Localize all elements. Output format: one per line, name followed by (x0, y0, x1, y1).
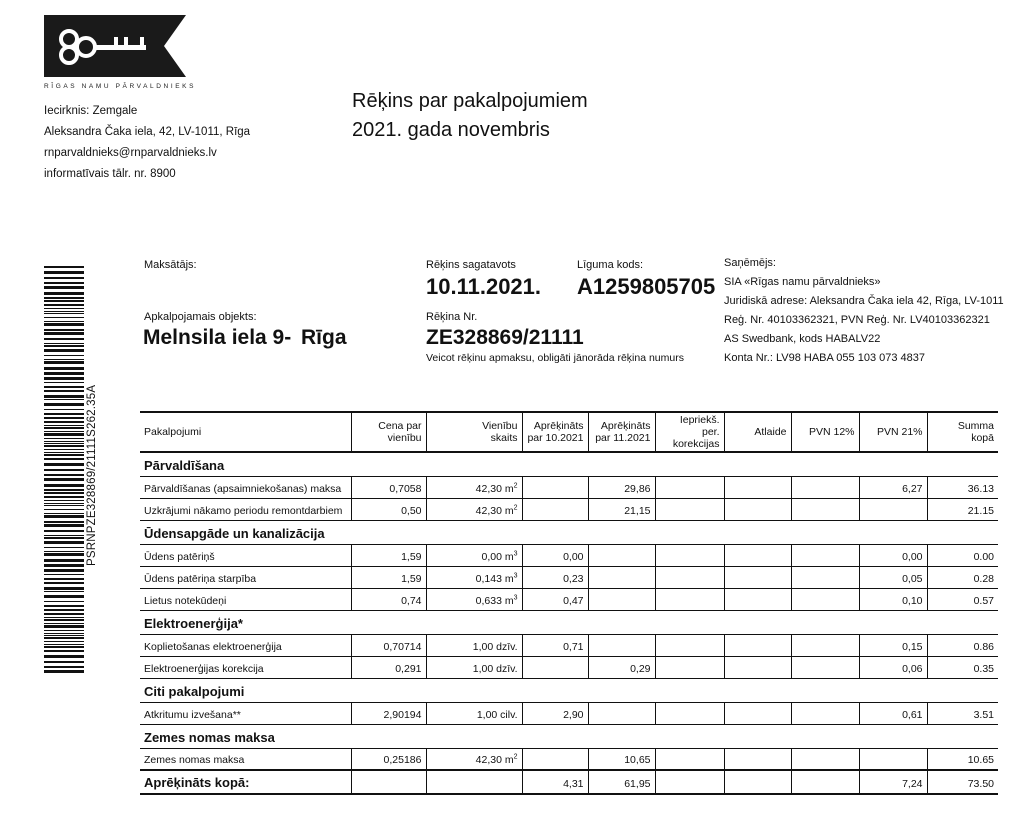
cell-units (426, 770, 522, 794)
barcode-bar (44, 595, 84, 598)
barcode-bar (44, 321, 84, 322)
table-row (140, 544, 998, 566)
cell-vat12 (791, 476, 859, 498)
table-row (140, 566, 998, 588)
service-name: Zemes nomas maksa (140, 748, 351, 770)
barcode-bar (44, 463, 84, 466)
barcode-bar (44, 443, 84, 444)
barcode-bar (44, 271, 84, 274)
total-row (140, 770, 998, 794)
barcode-bar (44, 574, 84, 575)
col-header-units: Vienību skaits (426, 412, 522, 452)
barcode-bar (44, 438, 84, 439)
cell-vat21: 0,10 (859, 588, 927, 610)
cell-price: 0,74 (351, 588, 426, 610)
cell-calc-prev: 0,47 (522, 588, 588, 610)
service-name: Uzkrājumi nākamo periodu remontdarbiem (140, 498, 351, 520)
object-street: Melnsila iela 9- (143, 326, 292, 349)
cell-units: 42,30 $m^2$ (426, 748, 522, 770)
services-table-wrapper (140, 411, 998, 795)
barcode-bar (44, 633, 84, 634)
barcode-bar (44, 521, 84, 523)
cell-calc-cur (588, 588, 655, 610)
total-label: Aprēķināts kopā: (140, 770, 351, 794)
col-header-prev-corr: Iepriekš. per. korekcijas (655, 412, 724, 452)
cell-prev-corr (655, 588, 724, 610)
cell-sum: 0.00 (927, 544, 998, 566)
cell-units: 1,00 dzīv. (426, 656, 522, 678)
recipient-reg: Reģ. Nr. 40103362321, PVN Reģ. Nr. LV40103362321 (724, 314, 990, 326)
cell-vat21: 0,00 (859, 544, 927, 566)
barcode-bar (44, 431, 84, 432)
barcode-bar (44, 449, 84, 450)
cell-discount (724, 566, 791, 588)
total-calc-prev: 4,31 (522, 770, 588, 794)
barcode-bar (44, 433, 84, 436)
cell-discount (724, 588, 791, 610)
barcode-bar (44, 311, 84, 312)
cell-units: 1,00 cilv. (426, 702, 522, 724)
cell-vat21: 6,27 (859, 476, 927, 498)
barcode-bar (44, 630, 84, 631)
invoice-number-note: Veicot rēķinu apmaksu, obligāti jānorāda rēķina numurs (426, 352, 684, 364)
barcode-bar (44, 338, 84, 340)
section-header-row (140, 724, 998, 748)
barcode-bar (44, 286, 84, 289)
recipient-account: Konta Nr.: LV98 HABA 055 103 073 4837 (724, 352, 926, 364)
col-header-service: Pakalpojumi (140, 412, 351, 452)
barcode-bar (44, 266, 84, 268)
barcode-bar (44, 308, 84, 309)
barcode-bar (44, 509, 84, 510)
cell-price: 0,50 (351, 498, 426, 520)
barcode-bar (44, 505, 84, 506)
barcode-bar (44, 601, 84, 602)
section-title: Ūdensapgāde un kanalizācija (140, 520, 998, 544)
barcode-bar (44, 277, 84, 279)
cell-discount (724, 748, 791, 770)
barcode-bar (44, 535, 84, 536)
cell-calc-cur (588, 634, 655, 656)
cell-sum: 0.35 (927, 656, 998, 678)
cell-vat21: 0,06 (859, 656, 927, 678)
barcode-bar (44, 646, 84, 648)
barcode-bar (44, 496, 84, 498)
cell-vat12 (791, 566, 859, 588)
barcode-bar (44, 578, 84, 580)
barcode-bar (44, 454, 84, 456)
barcode-bar (44, 541, 84, 544)
cell-calc-prev: 0,23 (522, 566, 588, 588)
barcode-bar (44, 382, 84, 383)
total-sum: 73.50 (927, 770, 998, 794)
table-header-row (140, 412, 998, 452)
cell-calc-cur: 29,86 (588, 476, 655, 498)
cell-calc-cur (588, 702, 655, 724)
col-header-sum: Summa kopā (927, 412, 998, 452)
table-row (140, 498, 998, 520)
document-title-period: 2021. gada novembris (352, 119, 550, 141)
cell-calc-cur (588, 544, 655, 566)
barcode-bar (44, 587, 84, 590)
recipient-legal-address: Juridiskā adrese: Aleksandra Čaka iela 42, Rīga, LV-1011 (724, 295, 1004, 307)
document-title (352, 87, 588, 145)
barcode-bar (44, 452, 84, 453)
cell-prev-corr (655, 498, 724, 520)
barcode-bar (44, 345, 84, 347)
barcode-bar (44, 500, 84, 501)
issuer-info (44, 101, 250, 185)
barcode-bar (44, 390, 84, 392)
recipient-label: Saņēmējs: (724, 257, 776, 269)
barcode-bar (44, 553, 84, 556)
barcode-bar (44, 547, 84, 548)
section-title: Elektroenerģija* (140, 610, 998, 634)
cell-units: 1,00 dzīv. (426, 634, 522, 656)
barcode-bar (44, 591, 84, 592)
barcode-bar (44, 478, 84, 481)
barcode-bar (44, 484, 84, 487)
services-table (140, 411, 998, 795)
col-header-price: Cena par vienību (351, 412, 426, 452)
contract-code: A1259805705 (577, 274, 716, 299)
company-logo (44, 15, 186, 77)
barcode-bar (44, 637, 84, 639)
cell-vat12 (791, 656, 859, 678)
barcode-bar (44, 413, 84, 415)
service-name: Atkritumu izvešana** (140, 702, 351, 724)
barcode-bar (44, 489, 84, 491)
cell-price: 0,25186 (351, 748, 426, 770)
cell-units: 42,30 $m^2$ (426, 498, 522, 520)
barcode-bar (44, 399, 84, 400)
barcode-bar (44, 613, 84, 615)
barcode-bar (44, 332, 84, 335)
cell-prev-corr (655, 656, 724, 678)
cell-vat21: 0,15 (859, 634, 927, 656)
barcode-bar (44, 661, 84, 663)
barcode-bar (44, 282, 84, 284)
barcode-bar (44, 313, 84, 314)
cell-vat12 (791, 544, 859, 566)
barcode-bar (44, 530, 84, 532)
cell-sum: 0.28 (927, 566, 998, 588)
section-title: Citi pakalpojumi (140, 678, 998, 702)
barcode-bar (44, 359, 84, 360)
issuer-district: Iecirknis: Zemgale (44, 105, 138, 117)
cell-sum: 0.86 (927, 634, 998, 656)
barcode (44, 266, 84, 676)
cell-price: 0,7058 (351, 476, 426, 498)
issuer-phone: informatīvais tālr. nr. 8900 (44, 168, 176, 180)
barcode-bar (44, 564, 84, 567)
cell-sum: 36.13 (927, 476, 998, 498)
service-name: Ūdens patēriņa starpība (140, 566, 351, 588)
total-vat21: 7,24 (859, 770, 927, 794)
barcode-bar (44, 343, 84, 344)
cell-calc-prev: 2,90 (522, 702, 588, 724)
cell-vat12 (791, 770, 859, 794)
cell-calc-prev (522, 748, 588, 770)
cell-calc-prev (522, 656, 588, 678)
barcode-bar (44, 617, 84, 618)
barcode-bar (44, 403, 84, 406)
service-name: Pārvaldīšanas (apsaimniekošanas) maksa (140, 476, 351, 498)
cell-prev-corr (655, 476, 724, 498)
cell-prev-corr (655, 566, 724, 588)
barcode-bar (44, 323, 84, 326)
cell-calc-prev: 0,71 (522, 634, 588, 656)
barcode-text: PSRNPZE328869/21111S262.35A (86, 384, 98, 566)
cell-vat12 (791, 498, 859, 520)
cell-discount (724, 770, 791, 794)
barcode-bar (44, 513, 84, 514)
cell-units: 0,633 $m^3$ (426, 588, 522, 610)
barcode-bar (44, 582, 84, 584)
barcode-bar (44, 427, 84, 429)
cell-price: 1,59 (351, 544, 426, 566)
payer-label: Maksātājs: (144, 259, 197, 271)
cell-sum: 0.57 (927, 588, 998, 610)
contract-label: Līguma kods: (577, 259, 644, 271)
total-calc-cur: 61,95 (588, 770, 655, 794)
cell-discount (724, 498, 791, 520)
table-row (140, 656, 998, 678)
cell-vat21 (859, 498, 927, 520)
barcode-bar (44, 441, 84, 442)
invoice-number: ZE328869/21111 (426, 326, 584, 349)
cell-sum: 10.65 (927, 748, 998, 770)
barcode-bar (44, 492, 84, 494)
col-header-discount: Atlaide (724, 412, 791, 452)
table-row (140, 748, 998, 770)
section-header-row (140, 678, 998, 702)
barcode-bar (44, 349, 84, 352)
cell-discount (724, 702, 791, 724)
cell-discount (724, 476, 791, 498)
col-header-vat12: PVN 12% (791, 412, 859, 452)
cell-calc-prev (522, 498, 588, 520)
prepared-date: 10.11.2021. (426, 274, 542, 299)
cell-prev-corr (655, 748, 724, 770)
barcode-bar (44, 635, 84, 636)
cell-vat12 (791, 748, 859, 770)
barcode-bar (44, 469, 84, 471)
service-name: Elektroenerģijas korekcija (140, 656, 351, 678)
barcode-bar (44, 417, 84, 419)
cell-discount (724, 656, 791, 678)
cell-vat12 (791, 634, 859, 656)
cell-vat21: 0,05 (859, 566, 927, 588)
logo-tagline: RĪGAS NAMU PĀRVALDNIEKS (44, 83, 197, 90)
barcode-bar (44, 503, 84, 504)
barcode-bar (44, 655, 84, 658)
col-header-calc-cur: Aprēķināts par 11.2021 (588, 412, 655, 452)
cell-price: 0,291 (351, 656, 426, 678)
barcode-bar (44, 551, 84, 552)
barcode-bar (44, 666, 84, 668)
table-row (140, 588, 998, 610)
barcode-bar (44, 609, 84, 611)
section-title: Pārvaldīšana (140, 452, 998, 476)
issuer-email[interactable]: rnparvaldnieks@rnparvaldnieks.lv (44, 147, 217, 159)
cell-discount (724, 634, 791, 656)
service-name: Ūdens patēriņš (140, 544, 351, 566)
barcode-bar (44, 605, 84, 607)
barcode-bar (44, 625, 84, 628)
cell-vat21 (859, 748, 927, 770)
cell-calc-cur: 21,15 (588, 498, 655, 520)
issuer-address: Aleksandra Čaka iela, 42, LV-1011, Rīga (44, 126, 251, 138)
document-title-line1: Rēķins par pakalpojumiem (352, 90, 588, 112)
cell-sum: 3.51 (927, 702, 998, 724)
barcode-bar (44, 623, 84, 624)
barcode-bar (44, 524, 84, 527)
table-row (140, 476, 998, 498)
barcode-bar (44, 515, 84, 518)
cell-sum: 21.15 (927, 498, 998, 520)
cell-units: 0,00 $m^3$ (426, 544, 522, 566)
barcode-bar (44, 355, 84, 356)
barcode-bar (44, 445, 84, 447)
barcode-bar (44, 425, 84, 426)
recipient-bank: AS Swedbank, kods HABALV22 (724, 333, 881, 345)
section-header-row (140, 610, 998, 634)
barcode-bar (44, 537, 84, 539)
object-label: Apkalpojamais objekts: (144, 311, 257, 323)
barcode-bar (44, 670, 84, 673)
barcode-bar (44, 421, 84, 423)
barcode-bar (44, 386, 84, 388)
barcode-bar (44, 395, 84, 398)
cell-prev-corr (655, 770, 724, 794)
cell-prev-corr (655, 634, 724, 656)
barcode-bar (44, 317, 84, 318)
cell-calc-prev (522, 476, 588, 498)
barcode-bar (44, 377, 84, 380)
cell-price: 1,59 (351, 566, 426, 588)
cell-discount (724, 544, 791, 566)
barcode-bar (44, 458, 84, 460)
barcode-bar (44, 361, 84, 364)
barcode-bar (44, 559, 84, 562)
recipient-name: SIA «Rīgas namu pārvaldnieks» (724, 276, 881, 288)
cell-units: 42,30 $m^2$ (426, 476, 522, 498)
barcode-bar (44, 474, 84, 476)
prepared-label: Rēķins sagatavots (426, 259, 516, 271)
barcode-bar (44, 292, 84, 295)
cell-price: 0,70714 (351, 634, 426, 656)
cell-units: 0,143 $m^3$ (426, 566, 522, 588)
cell-calc-cur: 0,29 (588, 656, 655, 678)
barcode-bar (44, 329, 84, 331)
barcode-bar (44, 297, 84, 299)
invoice-number-label: Rēķina Nr. (426, 311, 478, 323)
barcode-bar (44, 304, 84, 306)
section-header-row (140, 520, 998, 544)
barcode-bar (44, 372, 84, 375)
table-row (140, 634, 998, 656)
cell-prev-corr (655, 702, 724, 724)
barcode-bar (44, 644, 84, 645)
cell-vat21: 0,61 (859, 702, 927, 724)
cell-price (351, 770, 426, 794)
barcode-bar (44, 641, 84, 642)
section-header-row (140, 452, 998, 476)
cell-vat12 (791, 588, 859, 610)
cell-price: 2,90194 (351, 702, 426, 724)
cell-prev-corr (655, 544, 724, 566)
col-header-vat21: PVN 21% (859, 412, 927, 452)
col-header-calc-prev: Aprēķināts par 10.2021 (522, 412, 588, 452)
table-row (140, 702, 998, 724)
service-name: Koplietošanas elektroenerģija (140, 634, 351, 656)
barcode-bar (44, 367, 84, 370)
cell-calc-prev: 0,00 (522, 544, 588, 566)
barcode-bar (44, 650, 84, 652)
cell-vat12 (791, 702, 859, 724)
barcode-bar (44, 300, 84, 302)
service-name: Lietus notekūdeņi (140, 588, 351, 610)
cell-calc-cur: 10,65 (588, 748, 655, 770)
barcode-bar (44, 409, 84, 410)
barcode-bar (44, 619, 84, 621)
barcode-bar (44, 569, 84, 572)
section-title: Zemes nomas maksa (140, 724, 998, 748)
cell-calc-cur (588, 566, 655, 588)
object-city: Rīga (301, 326, 347, 349)
